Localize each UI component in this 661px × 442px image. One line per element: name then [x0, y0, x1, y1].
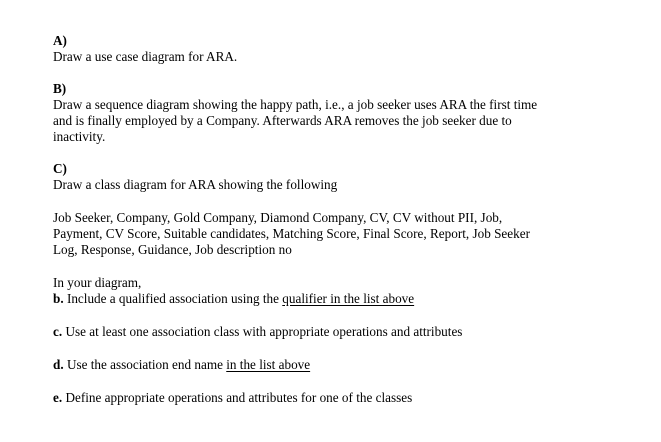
class-list-line-2: Payment, CV Score, Suitable candidates, Matching Score, Final Score, Report, Job Seeker — [53, 226, 530, 241]
section-a — [53, 33, 643, 65]
section-b-line-2: and is finally employed by a Company. Afterwards ARA removes the job seeker due to — [53, 113, 512, 128]
requirement-e-block — [53, 390, 643, 406]
section-a-label: A) — [53, 33, 67, 48]
requirement-c-block — [53, 324, 643, 340]
requirement-b — [53, 291, 643, 307]
requirement-e-text: Define appropriate operations and attributes for one of the classes — [62, 390, 413, 405]
section-b-line-1: Draw a sequence diagram showing the happy path, i.e., a job seeker uses ARA the first time — [53, 97, 538, 112]
section-c-intro: Draw a class diagram for ARA showing the following — [53, 177, 338, 192]
requirement-b-label: b. — [53, 291, 64, 306]
diagram-intro: In your diagram, — [53, 275, 142, 290]
requirement-d-block — [53, 357, 643, 373]
requirement-b-link[interactable]: qualifier in the list above — [282, 291, 415, 306]
section-c-label: C) — [53, 161, 67, 176]
class-list-line-1: Job Seeker, Company, Gold Company, Diamond Company, CV, CV without PII, Job, — [53, 210, 503, 225]
requirement-e — [53, 390, 643, 406]
requirement-b-text: Include a qualified association using the — [63, 291, 283, 306]
section-a-text: Draw a use case diagram for ARA. — [53, 49, 238, 64]
section-c — [53, 161, 643, 406]
section-b-line-3: inactivity. — [53, 129, 106, 144]
section-b — [53, 81, 643, 145]
requirement-e-label: e. — [53, 390, 63, 405]
requirement-c — [53, 324, 643, 340]
assignment-document — [53, 33, 643, 406]
requirement-d-label: d. — [53, 357, 64, 372]
class-list-line-3: Log, Response, Guidance, Job description no — [53, 242, 292, 257]
requirement-d-link[interactable]: in the list above — [226, 357, 311, 372]
diagram-requirements — [53, 275, 643, 307]
requirement-c-label: c. — [53, 324, 63, 339]
class-list — [53, 210, 643, 258]
requirement-d-text: Use the association end name — [63, 357, 227, 372]
section-b-label: B) — [53, 81, 67, 96]
requirement-d — [53, 357, 643, 373]
requirement-c-text: Use at least one association class with appropriate operations and attributes — [62, 324, 463, 339]
